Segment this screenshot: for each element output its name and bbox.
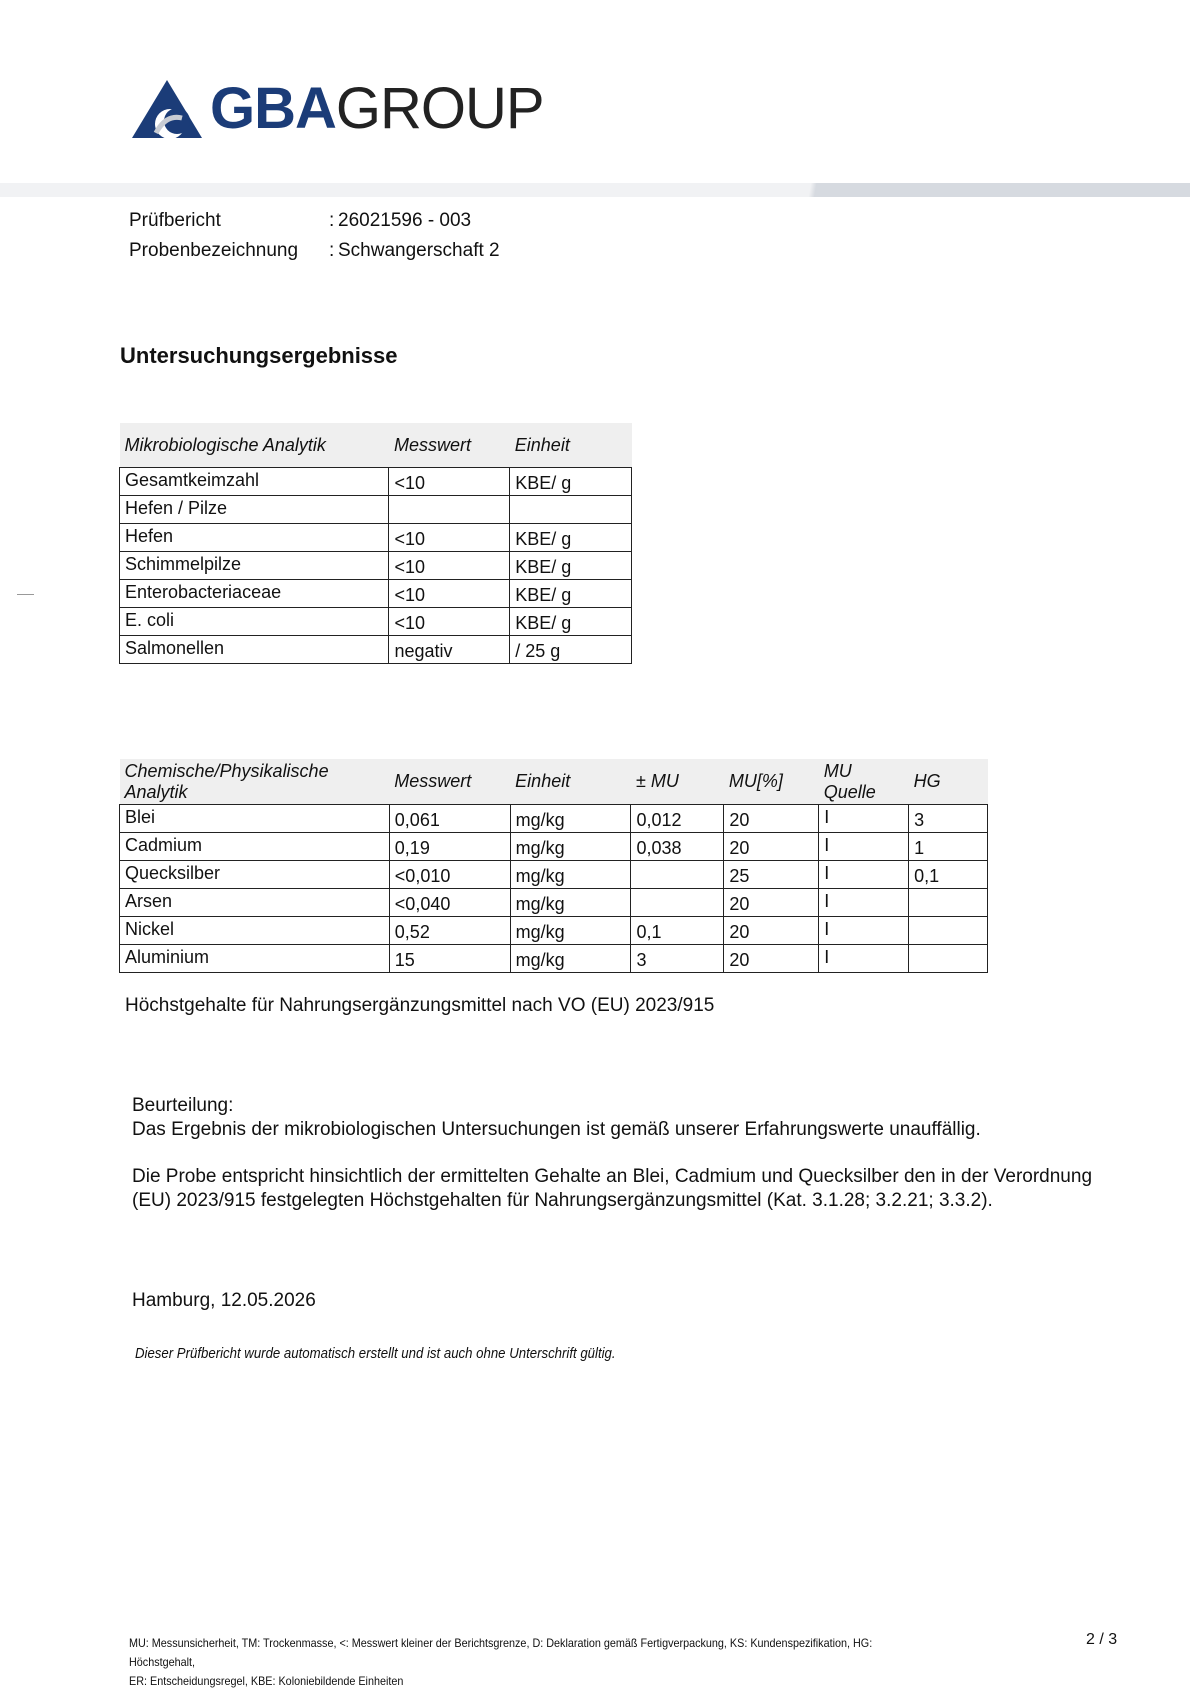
measured-value: <10 — [389, 524, 510, 552]
measured-value — [389, 496, 510, 524]
mu-value — [631, 889, 724, 917]
mu-percent: 20 — [724, 805, 819, 833]
column-header: Mikrobiologische Analytik — [120, 423, 389, 468]
measured-value: 0,52 — [389, 917, 510, 945]
analyte-name: Quecksilber — [120, 861, 390, 889]
mu-source: I — [819, 861, 909, 889]
measured-value: 0,061 — [389, 805, 510, 833]
column-header: MU[%] — [724, 759, 819, 805]
footer-legend — [129, 1634, 912, 1691]
mu-source: I — [819, 889, 909, 917]
table-row — [120, 608, 632, 636]
logo-group-text: GROUP — [335, 76, 544, 141]
mu-source: I — [819, 917, 909, 945]
table-row — [120, 889, 988, 917]
page-number: 2 / 3 — [1086, 1631, 1118, 1648]
max-level-note: Höchstgehalte für Nahrungsergänzungsmittel nach VO (EU) 2023/915 — [125, 995, 715, 1016]
footer-line: ER: Entscheidungsregel, KBE: Koloniebildende Einheiten — [129, 1674, 404, 1688]
auto-generated-note: Dieser Prüfbericht wurde automatisch erstellt und ist auch ohne Unterschrift gültig. — [135, 1345, 616, 1362]
mu-value: 3 — [631, 945, 724, 973]
column-header: MU Quelle — [819, 759, 909, 805]
logo-gba-text: GBA — [210, 76, 336, 141]
column-header: Einheit — [510, 759, 631, 805]
margin-mark — [17, 594, 34, 595]
table-row — [120, 917, 988, 945]
mu-value: 0,038 — [631, 833, 724, 861]
unit: mg/kg — [510, 861, 631, 889]
analyte-name: Arsen — [120, 889, 390, 917]
table-row — [120, 636, 632, 664]
mu-value — [631, 861, 724, 889]
report-meta — [129, 206, 500, 266]
section-title: Untersuchungsergebnisse — [120, 343, 398, 368]
assessment — [132, 1094, 1092, 1213]
analyte-name: Schimmelpilze — [120, 552, 389, 580]
meta-row-sample-name — [129, 236, 500, 266]
analyte-name: Hefen / Pilze — [120, 496, 389, 524]
mu-percent: 20 — [724, 917, 819, 945]
meta-label: Probenbezeichnung — [129, 240, 299, 261]
mu-percent: 20 — [724, 889, 819, 917]
chem-results-table — [119, 759, 988, 973]
table-row — [120, 945, 988, 973]
place-date: Hamburg, 12.05.2026 — [132, 1290, 316, 1311]
measured-value: <10 — [389, 580, 510, 608]
max-level — [909, 917, 988, 945]
mu-source: I — [819, 805, 909, 833]
report-header — [0, 0, 1190, 183]
unit: mg/kg — [510, 889, 631, 917]
unit: mg/kg — [510, 805, 631, 833]
unit: mg/kg — [510, 945, 631, 973]
unit: mg/kg — [510, 833, 631, 861]
table-row — [120, 496, 632, 524]
measured-value: <10 — [389, 468, 510, 496]
analyte-name: Salmonellen — [120, 636, 389, 664]
assessment-text-micro: Das Ergebnis der mikrobiologischen Untersuchungen ist gemäß unserer Erfahrungswerte unauffällig. — [132, 1119, 981, 1140]
meta-row-report-number — [129, 206, 500, 236]
unit: KBE/ g — [510, 552, 632, 580]
unit — [510, 496, 632, 524]
measured-value: 0,19 — [389, 833, 510, 861]
meta-label: Prüfbericht — [129, 210, 221, 231]
column-header: Einheit — [510, 423, 632, 468]
max-level: 1 — [909, 833, 988, 861]
mu-source: I — [819, 945, 909, 973]
micro-results-table — [119, 423, 632, 664]
analyte-name: Blei — [120, 805, 390, 833]
unit: mg/kg — [510, 917, 631, 945]
sample-name: Schwangerschaft 2 — [338, 240, 500, 261]
analyte-name: Nickel — [120, 917, 390, 945]
measured-value: negativ — [389, 636, 510, 664]
table-row — [120, 805, 988, 833]
measured-value: <0,040 — [389, 889, 510, 917]
mu-value: 0,1 — [631, 917, 724, 945]
gba-triangle-logo-icon — [130, 78, 204, 140]
assessment-text-chem: Die Probe entspricht hinsichtlich der ermittelten Gehalte an Blei, Cadmium und Quecksilber den in der Verordnung (EU) 2023/915 festgelegten Höchstgehalten für Nahrungsergänzungsmittel (Kat. 3.1.28; 3.2.21; 3.3.2). — [132, 1166, 1093, 1211]
header-stripe — [0, 183, 1190, 197]
analyte-name: E. coli — [120, 608, 389, 636]
table-row — [120, 580, 632, 608]
meta-separator: : — [329, 210, 335, 231]
column-header: Chemische/Physikalische Analytik — [120, 759, 390, 805]
analyte-name: Enterobacteriaceae — [120, 580, 389, 608]
max-level: 3 — [909, 805, 988, 833]
measured-value: <10 — [389, 552, 510, 580]
mu-percent: 20 — [724, 945, 819, 973]
assessment-heading: Beurteilung: — [132, 1095, 234, 1116]
unit: / 25 g — [510, 636, 632, 664]
unit: KBE/ g — [510, 468, 632, 496]
table-row — [120, 524, 632, 552]
table-row — [120, 468, 632, 496]
column-header: ± MU — [631, 759, 724, 805]
column-header: Messwert — [389, 423, 510, 468]
table-row — [120, 833, 988, 861]
gba-group-logo — [130, 76, 544, 142]
analyte-name: Gesamtkeimzahl — [120, 468, 389, 496]
table-row — [120, 861, 988, 889]
max-level: 0,1 — [909, 861, 988, 889]
mu-percent: 20 — [724, 833, 819, 861]
column-header: Messwert — [389, 759, 510, 805]
unit: KBE/ g — [510, 524, 632, 552]
measured-value: 15 — [389, 945, 510, 973]
max-level — [909, 945, 988, 973]
analyte-name: Aluminium — [120, 945, 390, 973]
table-row — [120, 552, 632, 580]
mu-percent: 25 — [724, 861, 819, 889]
unit: KBE/ g — [510, 608, 632, 636]
measured-value: <10 — [389, 608, 510, 636]
report-number: 26021596 - 003 — [338, 210, 472, 231]
column-header: HG — [909, 759, 988, 805]
analyte-name: Hefen — [120, 524, 389, 552]
measured-value: <0,010 — [389, 861, 510, 889]
max-level — [909, 889, 988, 917]
footer-line: MU: Messunsicherheit, TM: Trockenmasse, <: Messwert kleiner der Berichtsgrenze, D: Deklaration gemäß Fertigverpackung, KS: Kundenspezifikation, HG: Höchstgehalt, — [129, 1636, 873, 1669]
mu-value: 0,012 — [631, 805, 724, 833]
unit: KBE/ g — [510, 580, 632, 608]
mu-source: I — [819, 833, 909, 861]
analyte-name: Cadmium — [120, 833, 390, 861]
meta-separator: : — [329, 240, 335, 261]
